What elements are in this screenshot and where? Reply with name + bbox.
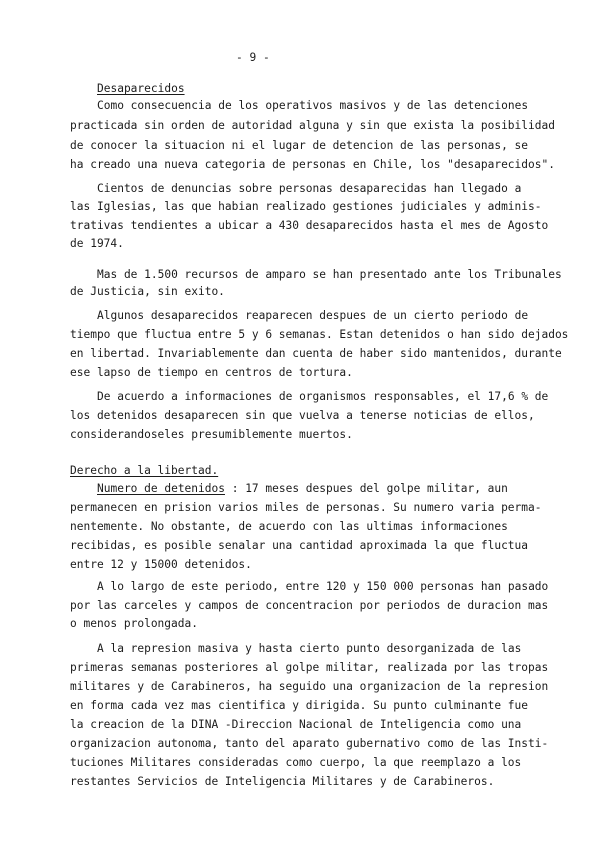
text-line: Como consecuencia de los operativos masivos y de las detenciones — [97, 99, 529, 112]
subheading-numero-de-detenidos: Numero de detenidos — [97, 482, 225, 495]
text-line: en libertad. Invariablemente dan cuenta de haber sido mantenidos, durante — [70, 347, 562, 360]
text-line: ha creado una nueva categoria de personas en Chile, los "desaparecidos". — [70, 158, 555, 171]
text-line: o menos prolongada. — [70, 617, 198, 630]
text-line: Algunos desaparecidos reaparecen despues de un cierto periodo de — [97, 309, 529, 322]
text-line: de Justicia, sin exito. — [70, 285, 225, 298]
text-line: de conocer la situacion ni el lugar de detencion de las personas, se — [70, 139, 529, 152]
subheading-line — [97, 482, 508, 496]
text-line: militares y de Carabineros, ha seguido una organizacion de la represion — [70, 680, 549, 693]
text-line: nentemente. No obstante, de acuerdo con las ultimas informaciones — [70, 520, 508, 533]
text-line: entre 12 y 15000 detenidos. — [70, 558, 252, 571]
text-line: Mas de 1.500 recursos de amparo se han presentado ante los Tribunales — [97, 268, 562, 281]
text-line: trativas tendientes a ubicar a 430 desaparecidos hasta el mes de Agosto — [70, 219, 549, 232]
text-span: : 17 meses despues del golpe militar, aun — [224, 482, 508, 495]
text-line: A la represion masiva y hasta cierto punto desorganizada de las — [97, 642, 522, 655]
text-line: ese lapso de tiempo en centros de tortura. — [70, 366, 353, 379]
text-line: De acuerdo a informaciones de organismos responsables, el 17,6 % de — [97, 390, 549, 403]
text-line: tuciones Militares consideradas como cuerpo, la que reemplazo a los — [70, 756, 522, 769]
text-line: A lo largo de este periodo, entre 120 y 150 000 personas han pasado — [97, 580, 549, 593]
section-heading-libertad: Derecho a la libertad. — [70, 464, 219, 477]
text-line: los detenidos desaparecen sin que vuelva a tenerse noticias de ellos, — [70, 409, 535, 422]
text-line: en forma cada vez mas cientifica y dirigida. Su punto culminante fue — [70, 699, 529, 712]
text-line: la creacion de la DINA -Direccion Nacional de Inteligencia como una — [70, 718, 522, 731]
text-line: Cientos de denuncias sobre personas desaparecidas han llegado a — [97, 182, 522, 195]
text-line: primeras semanas posteriores al golpe militar, realizada por las tropas — [70, 661, 549, 674]
page-number: - 9 - — [236, 51, 270, 64]
text-line: practicada sin orden de autoridad alguna y sin que exista la posibilidad — [70, 119, 555, 132]
text-line: permanecen en prision varios miles de personas. Su numero varia perma- — [70, 501, 542, 514]
text-line: considerandoseles presumiblemente muertos. — [70, 428, 353, 441]
text-line: tiempo que fluctua entre 5 y 6 semanas. Estan detenidos o han sido dejados — [70, 328, 569, 341]
text-line: las Iglesias, las que habian realizado gestiones judiciales y adminis- — [70, 200, 542, 213]
text-line: organizacion autonoma, tanto del aparato gubernativo como de las Insti- — [70, 737, 549, 750]
text-line: de 1974. — [70, 237, 124, 250]
text-line: por las carceles y campos de concentracion por periodos de duracion mas — [70, 599, 549, 612]
section-heading-desaparecidos: Desaparecidos — [97, 82, 185, 95]
text-line: restantes Servicios de Inteligencia Militares y de Carabineros. — [70, 775, 495, 788]
text-line: recibidas, es posible senalar una cantidad aproximada la que fluctua — [70, 539, 529, 552]
